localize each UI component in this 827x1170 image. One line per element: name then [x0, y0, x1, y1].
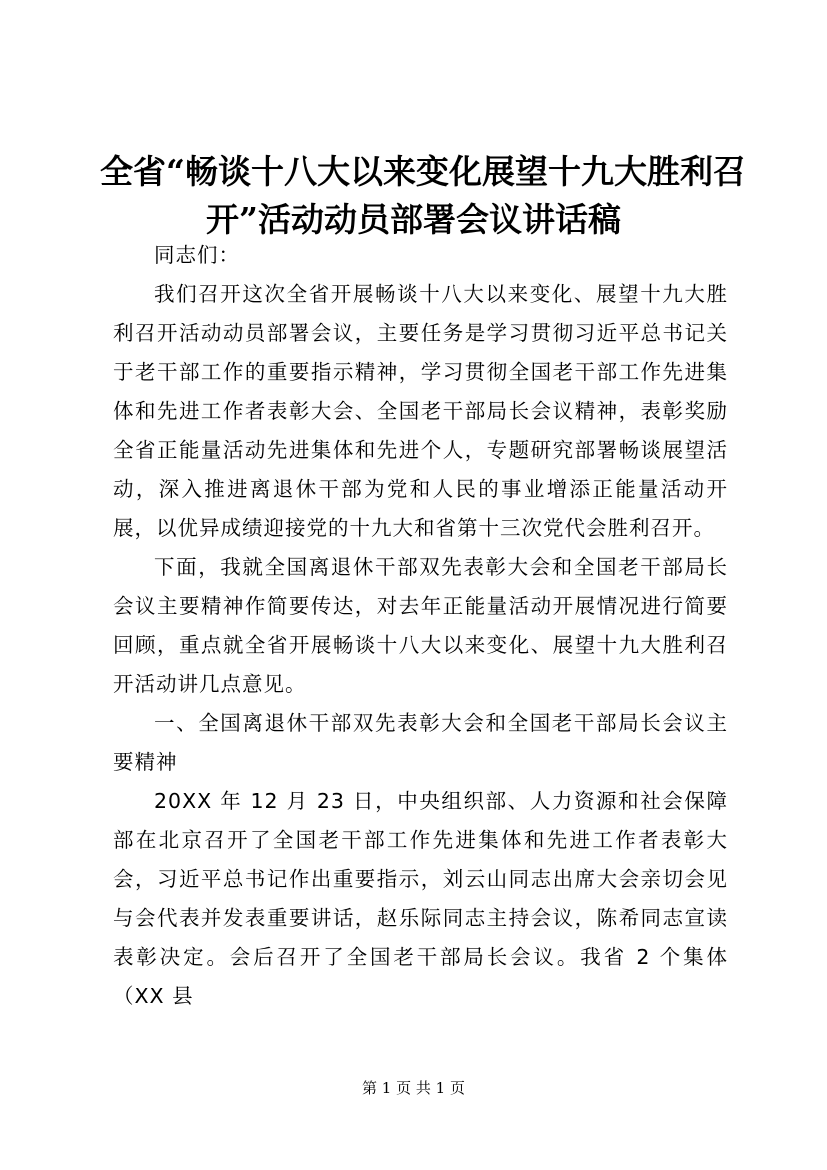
document-title: [100, 148, 746, 244]
title-line-1: 全省“畅谈十八大以来变化展望十九大胜利召: [100, 152, 746, 191]
title-line-2: 开”活动动员部署会议讲话稿: [206, 200, 621, 239]
paragraph-intro: 我们召开这次全省开展畅谈十八大以来变化、展望十九大胜利召开活动动员部署会议，主要任务是学习贯彻习近平总书记关于老干部工作的重要指示精神，学习贯彻全国老干部工作先进集体和先进工作者表彰大会、全国老干部局长会议精神，表彰奖励全省正能量活动先进集体和先进个人，专题研究部署畅谈展望活动，深入推进离退休干部为党和人民的事业增添正能量活动开展，以优异成绩迎接党的十九大和省第十三次党代会胜利召开。: [113, 282, 728, 540]
document-body: [113, 236, 728, 1016]
page-footer: 第 1 页 共 1 页: [362, 1079, 465, 1097]
paragraph-outline: 下面，我就全国离退休干部双先表彰大会和全国老干部局长会议主要精神作简要传达，对去年正能量活动开展情况进行简要回顾，重点就全省开展畅谈十八大以来变化、展望十九大胜利召开活动讲几点意见。: [113, 555, 728, 696]
salutation: 同志们：: [154, 243, 240, 267]
paragraph-section-1: 20XX 年 12 月 23 日，中央组织部、人力资源和社会保障部在北京召开了全国老干部工作先进集体和先进工作者表彰大会，习近平总书记作出重要指示，刘云山同志出席大会亲切会见与会代表并发表重要讲话，赵乐际同志主持会议，陈希同志宣读表彰决定。会后召开了全国老干部局长会议。我省 2 个集体（XX 县: [113, 789, 728, 1008]
section-heading-1: 一、全国离退休干部双先表彰大会和全国老干部局长会议主要精神: [113, 711, 728, 774]
